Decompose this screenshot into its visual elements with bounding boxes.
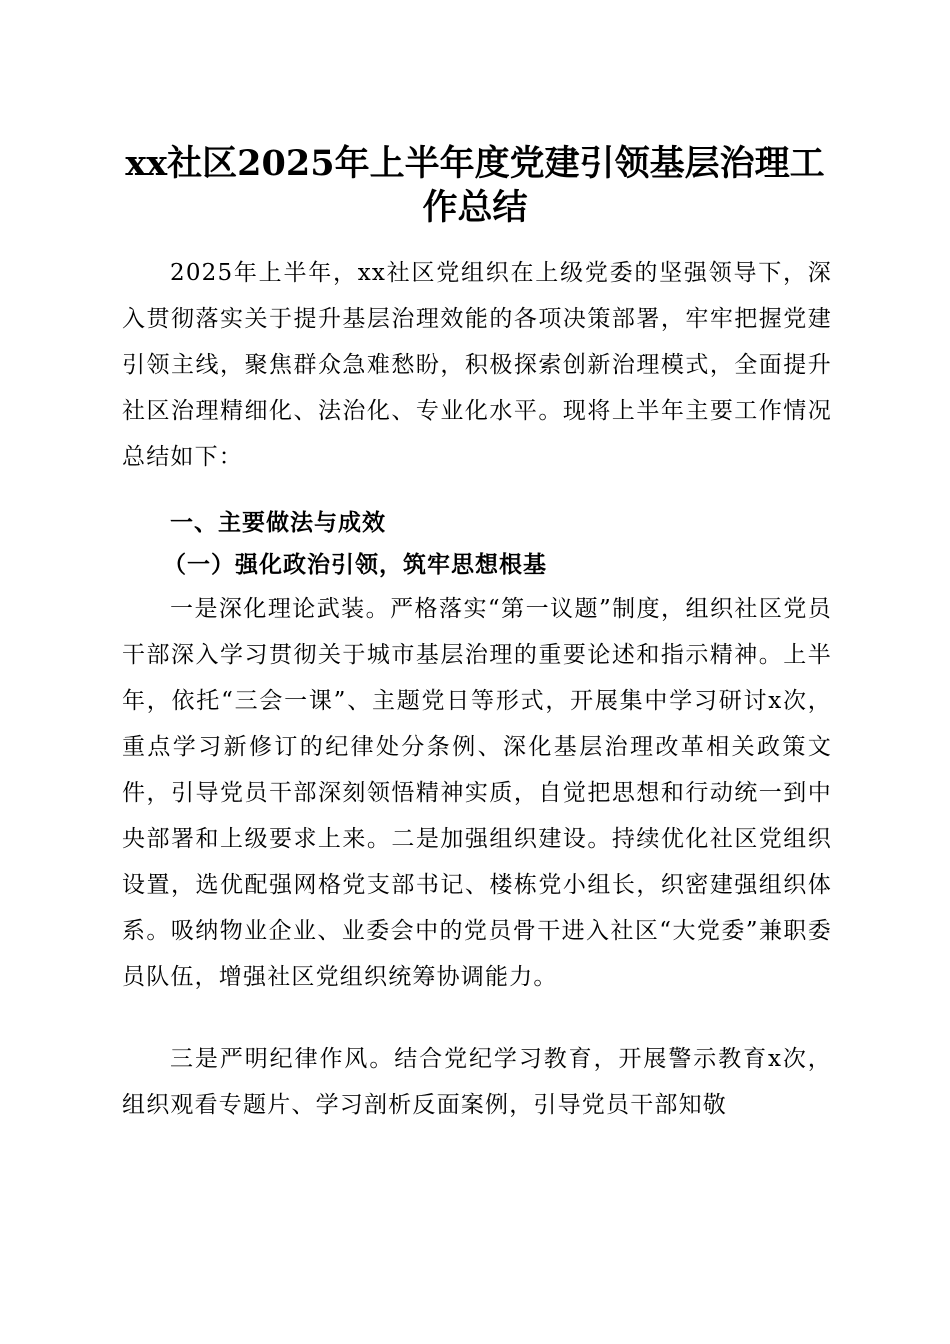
paragraph-1-lead: 一是深化理论武装。 (170, 596, 391, 622)
paragraph-1-body-2: 持续优化社区党组织设置，选优配强网格党支部书记、楼栋党小组长，织密建强组织体系。吸纳物业企业、业委会中的党员骨干进入社区“大党委”兼职委员队伍，增强社区党组织统筹协调能力。 (122, 826, 832, 990)
subsection-heading: （一）强化政治引领，筑牢思想根基 (163, 552, 547, 578)
intro-paragraph: 2025年上半年，xx社区党组织在上级党委的坚强领导下，深入贯彻落实关于提升基层治理效能的各项决策部署，牢牢把握党建引领主线，聚焦群众急难愁盼，积极探索创新治理模式，全面提升社区治理精细化、法治化、专业化水平。现将上半年主要工作情况总结如下： (122, 260, 832, 470)
section-heading: 一、主要做法与成效 (170, 510, 386, 536)
paragraph-2 (122, 1036, 832, 1128)
paragraph-1-lead-2: 二是加强组织建设。 (391, 826, 612, 852)
paragraph-2-lead: 三是严明纪律作风。 (170, 1046, 395, 1072)
document-title-line2: 作总结 (422, 187, 528, 228)
paragraph-2-body: 结合党纪学习教育，开展警示教育x次，组织观看专题片、学习剖析反面案例，引导党员干部知敬 (122, 1046, 832, 1118)
document-title-line1: xx社区2025年上半年度党建引领基层治理工 (125, 143, 825, 184)
paragraph-1-body: 严格落实“第一议题”制度，组织社区党员干部深入学习贯彻关于城市基层治理的重要论述和指示精神。上半年，依托“三会一课”、主题党日等形式，开展集中学习研讨x次，重点学习新修订的纪律处分条例、深化基层治理改革相关政策文件，引导党员干部深刻领悟精神实质，自觉把思想和行动统一到中央部署和上级要求上来。 (122, 596, 832, 852)
paragraph-1 (122, 586, 832, 1000)
